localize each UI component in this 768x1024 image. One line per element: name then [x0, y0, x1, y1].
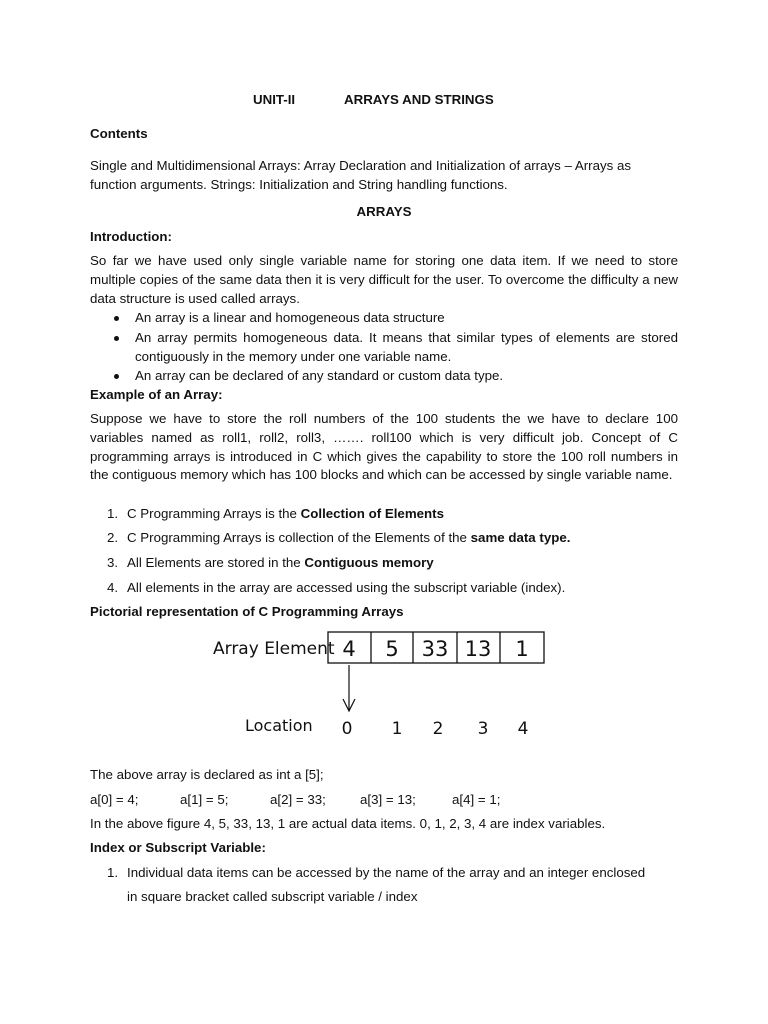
item-bold-text: Collection of Elements	[300, 506, 444, 521]
item-number: 2.	[107, 530, 119, 545]
introduction-bullets	[112, 309, 678, 386]
list-item	[107, 555, 434, 570]
item-text: All Elements are stored in the	[127, 555, 305, 570]
introduction-heading: Introduction:	[90, 229, 172, 244]
list-item	[107, 865, 645, 880]
declaration-note: In the above figure 4, 5, 33, 13, 1 are actual data items. 0, 1, 2, 3, 4 are index variables.	[90, 816, 606, 831]
item-text: C Programming Arrays is the	[127, 506, 301, 521]
pictorial-heading: Pictorial representation of C Programming Arrays	[90, 604, 404, 619]
item-number: 1.	[107, 865, 119, 880]
assignment-item: a[4] = 1;	[452, 792, 501, 807]
location-index: 1	[391, 719, 403, 739]
index-heading: Index or Subscript Variable:	[90, 840, 266, 855]
array-value: 4	[342, 637, 356, 661]
unit-label: UNIT-II	[253, 92, 296, 107]
bullet-icon	[114, 374, 119, 379]
location-label: Location	[245, 716, 313, 735]
arrays-heading-text: ARRAYS	[356, 204, 412, 219]
introduction-text: So far we have used only single variable name for storing one data item. If we need to store multiple copies of the same data then it is very difficult for the user. To overcome the difficulty a new data structure is used called arrays.	[90, 253, 678, 306]
assignment-item: a[2] = 33;	[270, 792, 326, 807]
contents-text: Single and Multidimensional Arrays: Array Declaration and Initialization of arrays – Arrays as function arguments. Strings: Initialization and String handling functions.	[90, 158, 631, 192]
list-item	[107, 506, 444, 521]
array-element-label: Array Element	[213, 639, 335, 659]
list-item	[107, 530, 570, 545]
assignment-item: a[1] = 5;	[180, 792, 229, 807]
item-text-continuation: in square bracket called subscript variable / index	[127, 889, 418, 904]
assignment-item: a[0] = 4;	[90, 792, 139, 807]
item-text: C Programming Arrays is collection of the Elements of the	[127, 530, 471, 545]
bullet-text: An array can be declared of any standard or custom data type.	[135, 368, 504, 384]
list-item	[107, 580, 565, 595]
item-number: 1.	[107, 506, 119, 521]
array-value: 33	[421, 637, 449, 661]
list-item	[112, 367, 678, 386]
location-index: 4	[517, 719, 529, 739]
declaration-text: The above array is declared as int a [5];	[90, 767, 324, 782]
bullet-icon	[114, 316, 119, 321]
array-value: 1	[515, 637, 529, 661]
example-heading: Example of an Array:	[90, 387, 223, 402]
bullet-icon	[114, 336, 119, 341]
location-index: 2	[432, 719, 444, 739]
assignment-item: a[3] = 13;	[360, 792, 416, 807]
unit-subject: ARRAYS AND STRINGS	[344, 92, 494, 107]
array-value: 13	[464, 637, 492, 661]
item-text: All elements in the array are accessed using the subscript variable (index).	[127, 580, 566, 595]
contents-heading: Contents	[90, 126, 148, 141]
item-number: 4.	[107, 580, 119, 595]
bullet-text: An array is a linear and homogeneous data structure	[135, 310, 445, 325]
array-diagram	[200, 625, 570, 745]
location-index: 0	[341, 719, 353, 739]
example-text: Suppose we have to store the roll numbers of the 100 students the we have to declare 100 variables named as roll1, roll2, roll3, ……. roll100 which is very difficult job. Concept of C programming arrays is introduced in C which gives the capability to store the 100 roll numbers in the contiguous memory which has 100 blocks and which can be accessed by single variable name.	[90, 411, 678, 483]
item-bold-text: Contiguous memory	[304, 555, 434, 570]
list-item	[112, 309, 678, 328]
item-text: Individual data items can be accessed by the name of the array and an integer enclosed	[127, 865, 646, 880]
arrays-section-heading	[0, 204, 768, 219]
array-value: 5	[385, 637, 399, 661]
item-number: 3.	[107, 555, 119, 570]
list-item	[112, 329, 678, 367]
location-index: 3	[477, 719, 489, 739]
item-bold-text: same data type.	[470, 530, 571, 545]
bullet-text: An array permits homogeneous data. It means that similar types of elements are stored contiguously in the memory under one variable name.	[135, 329, 678, 364]
